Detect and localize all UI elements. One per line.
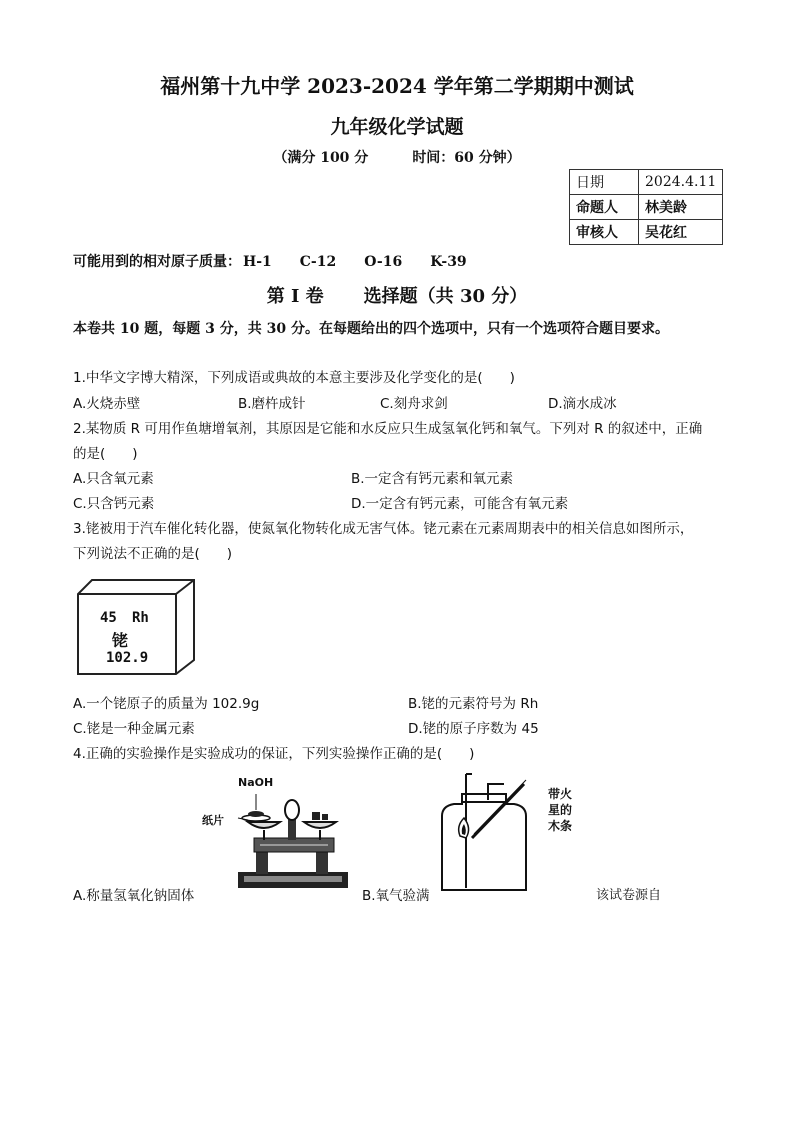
exam-subtitle: 九年级化学试题 (330, 116, 464, 138)
q2-option-a: A.只含氧元素 (73, 471, 154, 487)
q1-option-a: A.火烧赤壁 (73, 396, 141, 412)
wood-strip-label-line1: 带火 (548, 787, 573, 801)
element-mass: 102.9 (106, 650, 149, 666)
q3-stem-line1: 3.铑被用于汽车催化转化器，使氮氧化物转化成无害气体。铑元素在元素周期表中的相关信息如图所示， (73, 521, 694, 537)
q3-option-c: C.铑是一种金属元素 (73, 721, 195, 737)
q3-stem-line2: 下列说法不正确的是( ) (73, 546, 233, 562)
wood-strip-label (548, 786, 572, 834)
q4-option-b: B.氧气验满 (362, 888, 430, 904)
element-card-figure (74, 574, 202, 678)
section-title: 选择题（共 30 分） (363, 286, 528, 307)
atomic-mass-line (73, 251, 495, 271)
exam-title: 福州第十九中学 2023-2024 学年第二学期期中测试 (160, 74, 634, 98)
q1-stem: 1.中华文字博大精深，下列成语或典故的本意主要涉及化学变化的是( ) (73, 370, 515, 386)
q3-option-d: D.铑的原子序数为 45 (408, 721, 539, 737)
exam-meta (0, 147, 794, 167)
q1-option-b: B.磨杵成针 (238, 396, 306, 412)
q3-option-a: A.一个铑原子的质量为 102.9g (73, 696, 260, 712)
q4-option-a: A.称量氢氧化钠固体 (73, 888, 195, 904)
atomic-mass-item: H-1 (243, 254, 272, 270)
table-row (570, 220, 723, 245)
date-value: 2024.4.11 (639, 170, 723, 195)
wood-strip-label-line2: 星的 (548, 803, 573, 817)
q2-option-c: C.只含钙元素 (73, 496, 155, 512)
q2-option-d: D.一定含有钙元素，可能含有氧元素 (351, 496, 569, 512)
q1-option-c: C.刻舟求剑 (380, 396, 448, 412)
q1-option-d: D.滴水成冰 (548, 396, 617, 412)
table-row (570, 170, 723, 195)
q2-option-b: B.一定含有钙元素和氧元素 (351, 471, 514, 487)
q3-option-b: B.铑的元素符号为 Rh (408, 696, 539, 712)
q2-stem-line2: 的是( ) (73, 446, 138, 462)
section-heading (0, 282, 794, 308)
table-row (570, 195, 723, 220)
reviewer-label: 审核人 (570, 220, 639, 245)
atomic-mass-item: K-39 (430, 254, 467, 270)
q2-stem-line1: 2.某物质 R 可用作鱼塘增氧剂，其原因是它能和水反应只生成氢氧化钙和氧气。下列对 R 的叙述中，正确 (73, 421, 703, 437)
reviewer-value: 吴花红 (639, 220, 723, 245)
watermark-text: 该试卷源自 (596, 888, 662, 903)
section-instructions: 本卷共 10 题，每题 3 分，共 30 分。在每题给出的四个选项中，只有一个选项符合题目要求。 (73, 321, 669, 337)
author-value: 林美龄 (639, 195, 723, 220)
balance-drawing (198, 768, 358, 894)
paper-label: 纸片 (202, 814, 224, 827)
author-label: 命题人 (570, 195, 639, 220)
element-number: 45 (100, 610, 117, 626)
gas-bottle-figure (432, 770, 592, 894)
info-table (569, 169, 723, 245)
full-score: （满分 100 分 (273, 150, 369, 166)
balance-figure (198, 768, 358, 894)
exam-time: 时间：60 分钟） (412, 150, 521, 166)
date-label: 日期 (570, 170, 639, 195)
element-name: 铑 (112, 631, 129, 650)
section-name: 第 I 卷 (266, 286, 324, 307)
q4-stem: 4.正确的实验操作是实验成功的保证，下列实验操作正确的是( ) (73, 746, 475, 762)
naoh-label: NaOH (238, 776, 274, 789)
element-symbol: Rh (132, 610, 149, 626)
atomic-mass-item: O-16 (364, 254, 403, 270)
wood-strip-label-line3: 木条 (548, 819, 573, 833)
atomic-mass-label: 可能用到的相对原子质量： (73, 254, 241, 270)
atomic-mass-item: C-12 (299, 254, 337, 270)
